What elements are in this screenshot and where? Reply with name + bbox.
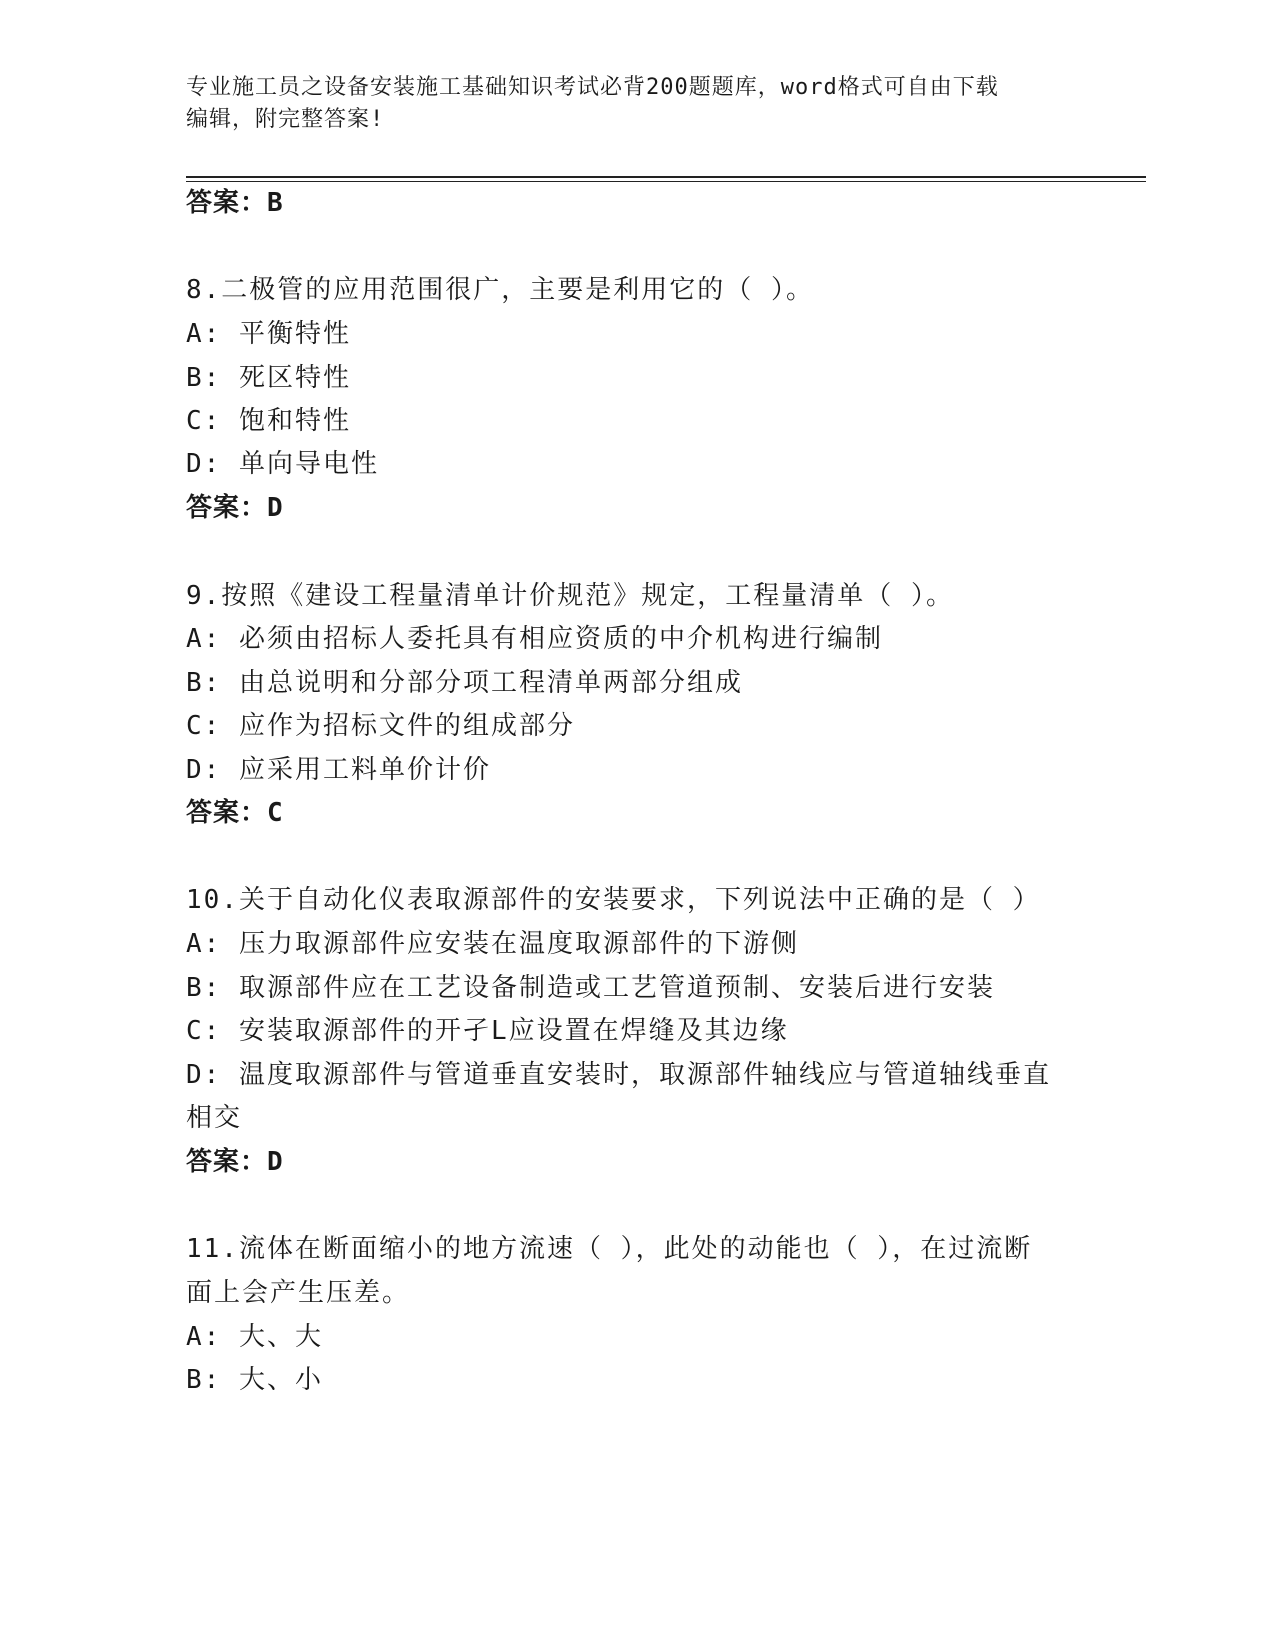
header-divider-thick [186,176,1146,178]
question-11-stem-cont: 面上会产生压差。 [186,1278,411,1308]
question-10-stem: 10.关于自动化仪表取源部件的安装要求，下列说法中正确的是（ ） [186,885,1041,915]
question-10-option-b: B: 取源部件应在工艺设备制造或工艺管道预制、安装后进行安装 [186,973,995,1003]
question-9-option-d: D: 应采用工料单价计价 [186,755,491,785]
question-8-option-d: D: 单向导电性 [186,449,379,479]
question-11-stem: 11.流体在断面缩小的地方流速（ ），此处的动能也（ ），在过流断 [186,1234,1033,1264]
question-8-option-c: C: 饱和特性 [186,406,351,436]
question-9-option-b: B: 由总说明和分部分项工程清单两部分组成 [186,668,743,698]
question-9-option-c: C: 应作为招标文件的组成部分 [186,711,575,741]
document-header [186,72,1066,136]
question-10-option-d: D: 温度取源部件与管道垂直安装时，取源部件轴线应与管道轴线垂直 [186,1060,1051,1090]
question-10-answer: 答案：D [186,1147,284,1177]
question-8-option-b: B: 死区特性 [186,363,351,393]
question-8-option-a: A: 平衡特性 [186,319,351,349]
question-11-option-b: B: 大、小 [186,1365,323,1395]
question-11-option-a: A: 大、大 [186,1322,323,1352]
header-line-2: 编辑，附完整答案! [186,107,385,132]
question-9-answer: 答案：C [186,798,284,828]
question-9-stem: 9.按照《建设工程量清单计价规范》规定，工程量清单（ ）。 [186,581,954,611]
question-10-option-d-cont: 相交 [186,1103,243,1133]
question-10-option-a: A: 压力取源部件应安装在温度取源部件的下游侧 [186,929,799,959]
question-9-option-a: A: 必须由招标人委托具有相应资质的中介机构进行编制 [186,624,883,654]
answer-prev: 答案：B [186,188,284,218]
question-10-option-c: C: 安装取源部件的开孑L应设置在焊缝及其边缘 [186,1016,789,1046]
question-8-answer: 答案：D [186,493,284,523]
question-8-stem: 8.二极管的应用范围很广，主要是利用它的（ ）。 [186,275,814,305]
header-line-1: 专业施工员之设备安装施工基础知识考试必背200题题库，word格式可自由下载 [186,75,999,100]
